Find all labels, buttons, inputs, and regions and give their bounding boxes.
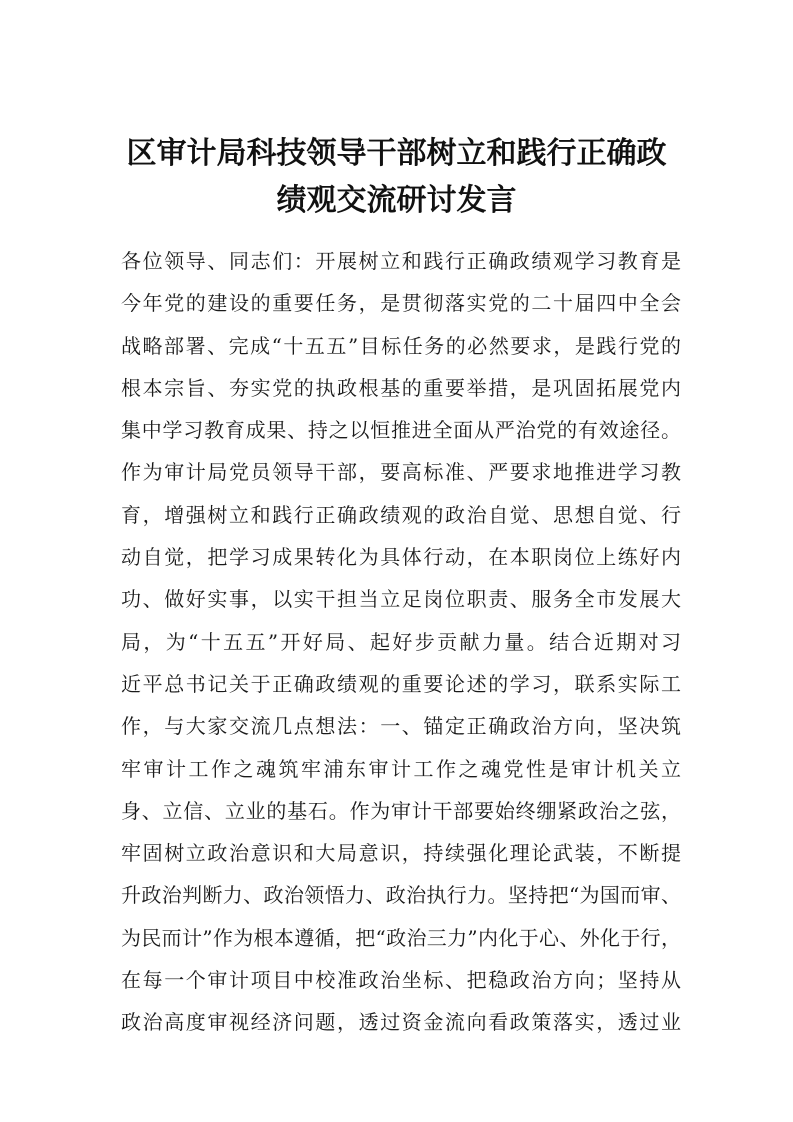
body-line: 动自觉，把学习成果转化为具体行动，在本职岗位上练好内 [121,545,681,570]
body-line: 功、做好实事，以实干担当立足岗位职责、服务全市发展大 [121,587,681,612]
body-line: 根本宗旨、夯实党的执政根基的重要举措，是巩固拓展党内 [121,375,681,400]
body-line: 作为审计局党员领导干部，要高标准、严要求地推进学习教 [121,460,681,485]
body-line: 升政治判断力、政治领悟力、政治执行力。坚持把“为国而审、 [121,883,681,908]
body-line: 各位领导、同志们：开展树立和践行正确政绩观学习教育是 [121,249,681,273]
body-line: 政治高度审视经济问题，透过资金流向看政策落实，透过业 [121,1010,681,1035]
body-line: 牢审计工作之魂筑牢浦东审计工作之魂党性是审计机关立 [121,756,681,781]
document-body [121,240,681,1044]
body-line: 在每一个审计项目中校准政治坐标、把稳政治方向；坚持从 [121,968,681,993]
body-line: 集中学习教育成果、持之以恒推进全面从严治党的有效途径。 [121,418,681,443]
body-line: 身、立信、立业的基石。作为审计干部要始终绷紧政治之弦， [121,798,681,823]
body-line: 今年党的建设的重要任务，是贯彻落实党的二十届四中全会 [121,291,681,316]
body-line: 为民而计”作为根本遵循，把“政治三力”内化于心、外化于行， [121,925,681,950]
document-title-line-1: 区审计局科技领导干部树立和践行正确政 [126,136,667,171]
body-line: 育，增强树立和践行正确政绩观的政治自觉、思想自觉、行 [121,502,681,527]
body-line: 局，为“十五五”开好局、起好步贡献力量。结合近期对习 [121,629,681,654]
body-line: 战略部署、完成“十五五”目标任务的必然要求，是践行党的 [121,333,681,358]
body-line: 近平总书记关于正确政绩观的重要论述的学习，联系实际工 [121,671,681,696]
body-line: 牢固树立政治意识和大局意识，持续强化理论武装，不断提 [121,841,681,866]
document-title-line-2: 绩观交流研讨发言 [276,183,517,218]
body-line: 作，与大家交流几点想法：一、锚定正确政治方向，坚决筑 [121,714,681,739]
